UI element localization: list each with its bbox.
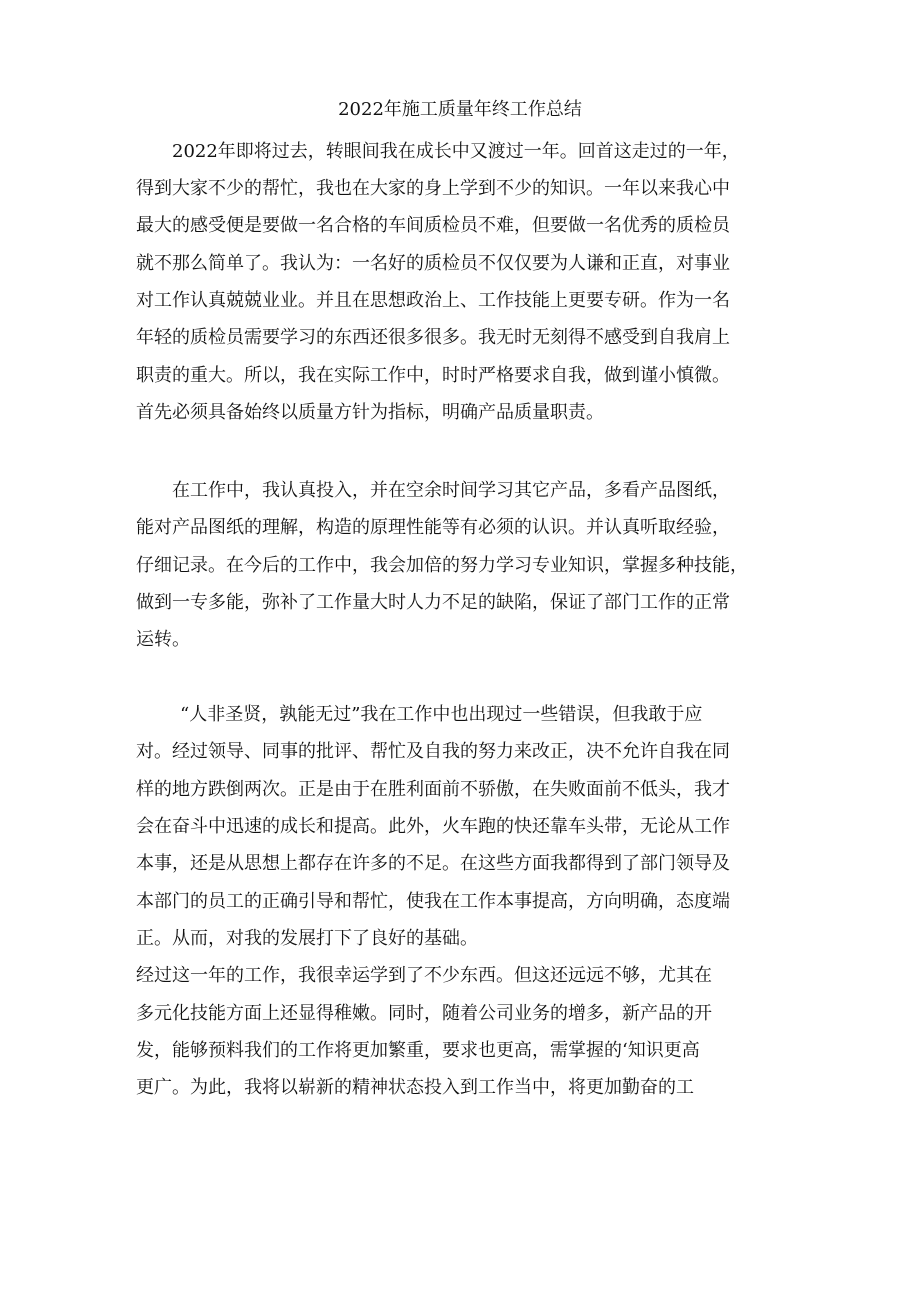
text-line: 经过这一年的工作，我很幸运学到了不少东西。但这还远远不够，尤其在 bbox=[136, 965, 712, 986]
text-line: 会在奋斗中迅速的成长和提高。此外，火车跑的快还靠车头带，无论从工作 bbox=[136, 816, 730, 837]
text-line: 仔细记录。在今后的工作中，我会加倍的努力学习专业知识，掌握多种技能， bbox=[136, 555, 748, 576]
text-line: 最大的感受便是要做一名合格的车间质检员不难，但要做一名优秀的质检员 bbox=[136, 215, 730, 236]
document-title: 2022年施工质量年终工作总结 bbox=[338, 99, 582, 120]
text-line: 本部门的员工的正确引导和帮忙，使我在工作本事提高，方向明确，态度端 bbox=[136, 891, 730, 912]
text-line: 首先必须具备始终以质量方针为指标，明确产品质量职责。 bbox=[136, 402, 604, 423]
text-line: 得到大家不少的帮忙，我也在大家的身上学到不少的知识。一年以来我心中 bbox=[136, 178, 730, 199]
text-line: 年轻的质检员需要学习的东西还很多很多。我无时无刻得不感受到自我肩上 bbox=[136, 327, 730, 348]
text-line: 在工作中，我认真投入，并在空余时间学习其它产品，多看产品图纸， bbox=[172, 480, 730, 501]
text-line: 样的地方跌倒两次。正是由于在胜利面前不骄傲，在失败面前不低头，我才 bbox=[136, 779, 730, 800]
text-line: 2022年即将过去，转眼间我在成长中又渡过一年。回首这走过的一年， bbox=[172, 141, 740, 162]
text-line: 发，能够预料我们的工作将更加繁重，要求也更高，需掌握的‘知识更高 bbox=[136, 1040, 700, 1061]
text-line: 做到一专多能，弥补了工作量大时人力不足的缺陷，保证了部门工作的正常 bbox=[136, 592, 730, 613]
text-line: 能对产品图纸的理解，构造的原理性能等有必须的认识。并认真听取经验， bbox=[136, 517, 730, 538]
text-line: 正。从而，对我的发展打下了良好的基础。 bbox=[136, 928, 478, 949]
text-line: 职责的重大。所以，我在实际工作中，时时严格要求自我，做到谨小慎微。 bbox=[136, 365, 730, 386]
text-line: 多元化技能方面上还显得稚嫩。同时，随着公司业务的增多，新产品的开 bbox=[136, 1003, 712, 1024]
text-line: 更广。为此，我将以崭新的精神状态投入到工作当中，将更加勤奋的工 bbox=[136, 1077, 694, 1098]
text-line: “人非圣贤，孰能无过”我在工作中也出现过一些错误，但我敢于应 bbox=[180, 704, 703, 725]
text-line: 本事，还是从思想上都存在许多的不足。在这些方面我都得到了部门领导及 bbox=[136, 853, 730, 874]
text-line: 对。经过领导、同事的批评、帮忙及自我的努力来改正，决不允许自我在同 bbox=[136, 741, 730, 762]
text-line: 就不那么简单了。我认为：一名好的质检员不仅仅要为人谦和正直，对事业 bbox=[136, 253, 730, 274]
text-line: 对工作认真兢兢业业。并且在思想政治上、工作技能上更要专研。作为一名 bbox=[136, 290, 730, 311]
text-line: 运转。 bbox=[136, 629, 190, 650]
